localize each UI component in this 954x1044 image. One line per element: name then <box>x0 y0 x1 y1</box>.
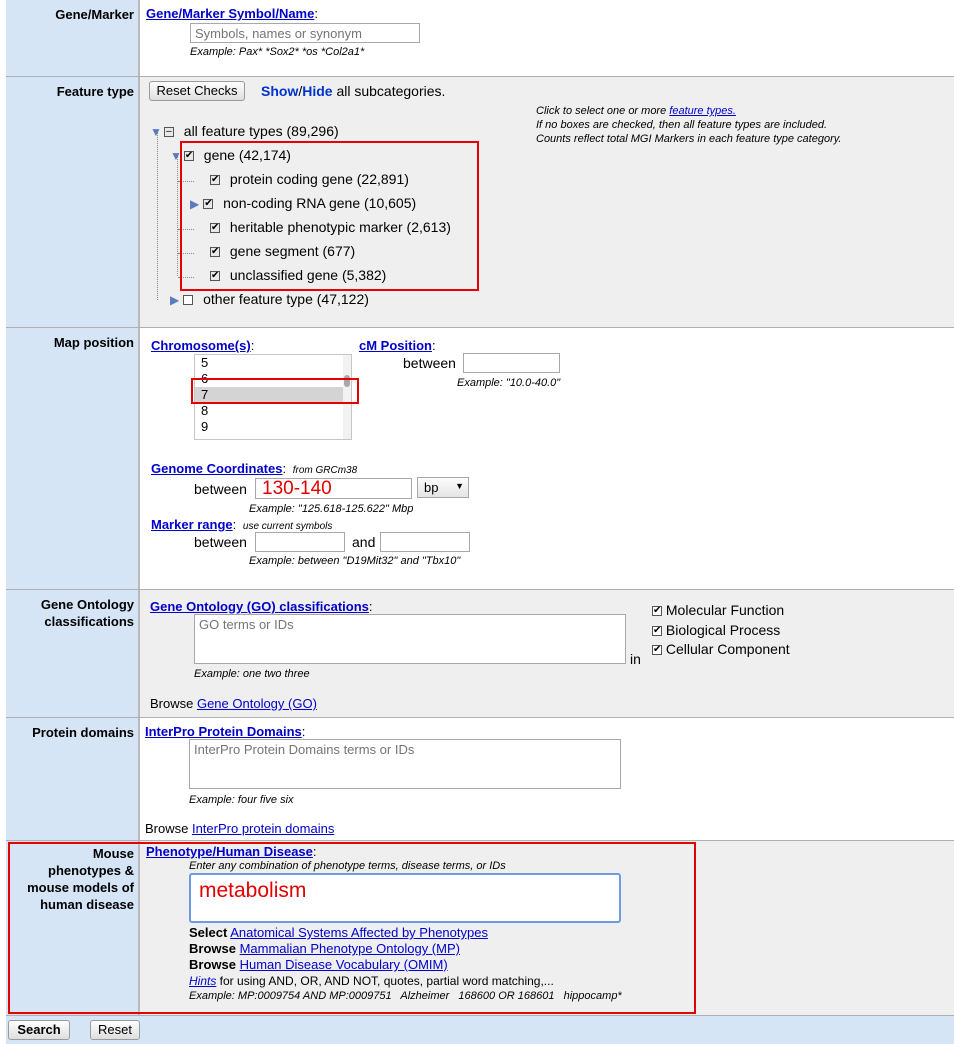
collapse-triangle-icon[interactable]: ▼ <box>170 149 182 163</box>
tree-label-noncoding: non-coding RNA gene (10,605) <box>223 195 417 211</box>
go-browse-line <box>150 696 317 711</box>
browse-text: Browse <box>145 821 192 836</box>
gene-marker-content <box>142 0 954 76</box>
tree-label-segment: gene segment (677) <box>229 243 356 259</box>
colon: : <box>368 599 373 614</box>
colon: : <box>282 461 287 476</box>
go-heading <box>150 599 373 614</box>
marker-range-start-input[interactable] <box>255 532 345 552</box>
protein-domains-row <box>6 718 954 841</box>
chromosome-option[interactable]: 5 <box>201 355 209 370</box>
search-button[interactable]: Search <box>8 1020 70 1040</box>
map-position-label: Map position <box>6 328 140 589</box>
show-hide-line <box>261 83 445 99</box>
phenotype-label: Mouse phenotypes & mouse models of human disease <box>6 841 140 1015</box>
checked-checkbox[interactable]: ✔ <box>653 644 662 656</box>
hints-link[interactable]: Hints <box>189 974 217 988</box>
marker-range-example: Example: between "D19Mit32" and "Tbx10" <box>249 555 461 567</box>
browse-text: Browse <box>150 696 197 711</box>
tree-label-unclassified: unclassified gene (5,382) <box>229 267 387 283</box>
phenotype-example: Example: MP:0009754 AND MP:0009751 Alzheimer 168600 OR 168601 hippocamp* <box>189 990 622 1002</box>
feature-help <box>536 104 842 146</box>
checked-checkbox[interactable]: ✔ <box>211 246 220 258</box>
indeterminate-checkbox[interactable]: – <box>164 127 174 137</box>
genome-example: Example: "125.618-125.622" Mbp <box>249 503 414 515</box>
gene-marker-row <box>6 0 954 77</box>
interpro-browse-link[interactable]: InterPro protein domains <box>191 821 335 836</box>
feature-type-content <box>142 77 954 327</box>
go-check-cellular[interactable] <box>652 640 790 660</box>
map-position-content <box>142 328 954 589</box>
browse-word: Browse <box>189 957 236 972</box>
chromosome-heading <box>151 338 254 353</box>
range-and-label: and <box>352 534 376 550</box>
phenotype-hint: Enter any combination of phenotype terms, disease terms, or IDs <box>189 860 506 872</box>
collapse-triangle-icon[interactable]: ▼ <box>150 125 162 139</box>
tree-item-all <box>150 123 339 139</box>
tree-label-gene: gene (42,174) <box>203 147 291 163</box>
marker-range-note: use current symbols <box>242 521 333 532</box>
browse-word: Browse <box>189 941 236 956</box>
reset-button[interactable]: Reset <box>90 1020 140 1040</box>
chromosome-option[interactable]: 6 <box>201 371 209 386</box>
marker-range-end-input[interactable] <box>380 532 470 552</box>
help-line-3: Counts reflect total MGI Markers in each feature type category. <box>536 133 842 145</box>
tree-label-other: other feature type (47,122) <box>203 291 369 307</box>
colon: : <box>431 338 436 353</box>
tree-label-protein: protein coding gene (22,891) <box>229 171 409 187</box>
mp-ontology-link[interactable]: Mammalian Phenotype Ontology (MP) <box>239 941 460 956</box>
annotation-box-phenotype <box>8 842 696 1014</box>
annotation-box-gene <box>180 141 479 291</box>
go-content <box>142 590 954 717</box>
go-browse-link[interactable]: Gene Ontology (GO) <box>196 696 317 711</box>
expand-triangle-icon[interactable]: ▶ <box>190 197 200 211</box>
go-check-label: Cellular Component <box>665 641 790 657</box>
marker-range-heading <box>151 517 332 532</box>
anatomical-systems-link[interactable]: Anatomical Systems Affected by Phenotypes <box>230 925 488 940</box>
protein-domains-label: Protein domains <box>6 718 140 840</box>
gene-marker-label: Gene/Marker <box>6 0 140 76</box>
genome-heading <box>151 461 357 476</box>
genome-coordinates-link[interactable]: Genome Coordinates <box>151 461 283 476</box>
go-in-label: in <box>630 651 641 667</box>
unchecked-checkbox[interactable] <box>183 295 193 305</box>
annotation-box-chromosome <box>191 378 359 404</box>
go-example: Example: one two three <box>194 668 310 680</box>
gene-marker-example: Example: Pax* *Sox2* *os *Col2a1* <box>190 46 365 58</box>
feature-type-row <box>6 77 954 328</box>
help-prefix: Click to select one or more <box>536 105 670 117</box>
phenotype-textarea[interactable]: metabolism <box>189 873 621 923</box>
checked-checkbox[interactable]: ✔ <box>211 270 220 282</box>
unit-select-value: bp <box>424 480 439 495</box>
cm-position-input[interactable] <box>463 353 560 373</box>
hints-text: for using AND, OR, AND NOT, quotes, partial word matching,... <box>216 974 554 988</box>
reset-checks-button[interactable]: Reset Checks <box>149 81 245 101</box>
slash: / <box>298 83 303 99</box>
tree-line-root <box>157 132 158 300</box>
range-between-label: between <box>194 534 247 550</box>
marker-range-link[interactable]: Marker range <box>151 517 233 532</box>
gene-marker-heading <box>146 6 318 21</box>
go-check-label: Biological Process <box>665 621 781 638</box>
checked-checkbox[interactable]: ✔ <box>211 174 220 186</box>
feature-types-link[interactable]: feature types. <box>669 105 736 117</box>
chromosome-link[interactable]: Chromosome(s) <box>151 338 251 353</box>
tree-line-gene <box>177 156 178 276</box>
interpro-textarea[interactable] <box>189 739 621 789</box>
go-classifications-link[interactable]: Gene Ontology (GO) classifications <box>150 599 369 614</box>
go-aspect-checks <box>652 601 790 660</box>
checked-checkbox[interactable]: ✔ <box>184 150 194 162</box>
colon: : <box>232 517 237 532</box>
cm-between-label: between <box>403 355 456 371</box>
chromosome-option[interactable]: 8 <box>201 403 209 418</box>
hide-link[interactable]: Hide <box>302 83 333 99</box>
chromosome-option-selected[interactable]: 7 <box>195 387 351 403</box>
help-line-2: If no boxes are checked, then all feature types are included. <box>536 119 828 131</box>
map-position-row <box>6 328 954 590</box>
checked-checkbox[interactable]: ✔ <box>211 222 220 234</box>
tree-item-other <box>170 291 369 307</box>
go-terms-textarea[interactable] <box>194 614 626 664</box>
cm-position-link[interactable]: cM Position <box>359 338 432 353</box>
gene-marker-input[interactable] <box>190 23 420 43</box>
tree-label-heritable: heritable phenotypic marker (2,613) <box>229 219 451 235</box>
feature-type-label: Feature type <box>6 77 140 327</box>
interpro-browse-line <box>145 821 334 836</box>
interpro-heading <box>145 724 305 739</box>
unit-select[interactable] <box>417 477 469 498</box>
go-row <box>6 590 954 718</box>
colon: : <box>314 6 318 21</box>
subcategories-text: all subcategories. <box>332 83 446 99</box>
colon: : <box>250 338 255 353</box>
go-label: Gene Ontology classifications <box>6 590 140 717</box>
colon: : <box>312 844 317 859</box>
phenotype-link[interactable]: Phenotype/Human Disease <box>146 844 313 859</box>
chromosome-option[interactable]: 9 <box>201 419 209 434</box>
interpro-link[interactable]: InterPro Protein Domains <box>145 724 302 739</box>
tree-label-all: all feature types (89,296) <box>183 123 339 139</box>
footer-bar <box>6 1016 954 1044</box>
phenotype-row <box>6 841 954 1016</box>
checked-checkbox[interactable]: ✔ <box>653 605 662 617</box>
genome-assembly-note: from GRCm38 <box>292 465 358 476</box>
genome-coordinates-input[interactable]: 130-140 <box>255 478 412 499</box>
checked-checkbox[interactable]: ✔ <box>653 624 662 636</box>
go-check-molecular[interactable] <box>652 601 790 621</box>
colon: : <box>301 724 306 739</box>
go-check-biological[interactable] <box>652 621 790 641</box>
cm-heading <box>359 338 436 353</box>
protein-domains-content <box>142 718 954 840</box>
cm-example: Example: "10.0-40.0" <box>457 377 561 389</box>
go-check-label: Molecular Function <box>665 602 785 618</box>
select-word: Select <box>189 925 228 940</box>
checked-checkbox[interactable]: ✔ <box>204 198 213 210</box>
interpro-example: Example: four five six <box>189 794 294 806</box>
gene-marker-link[interactable]: Gene/Marker Symbol/Name <box>146 6 315 21</box>
omim-link[interactable]: Human Disease Vocabulary (OMIM) <box>239 957 448 972</box>
genome-between-label: between <box>194 481 247 497</box>
dropdown-arrow-icon: ▼ <box>455 481 464 491</box>
show-link[interactable]: Show <box>261 83 299 99</box>
expand-triangle-icon[interactable]: ▶ <box>170 293 180 307</box>
